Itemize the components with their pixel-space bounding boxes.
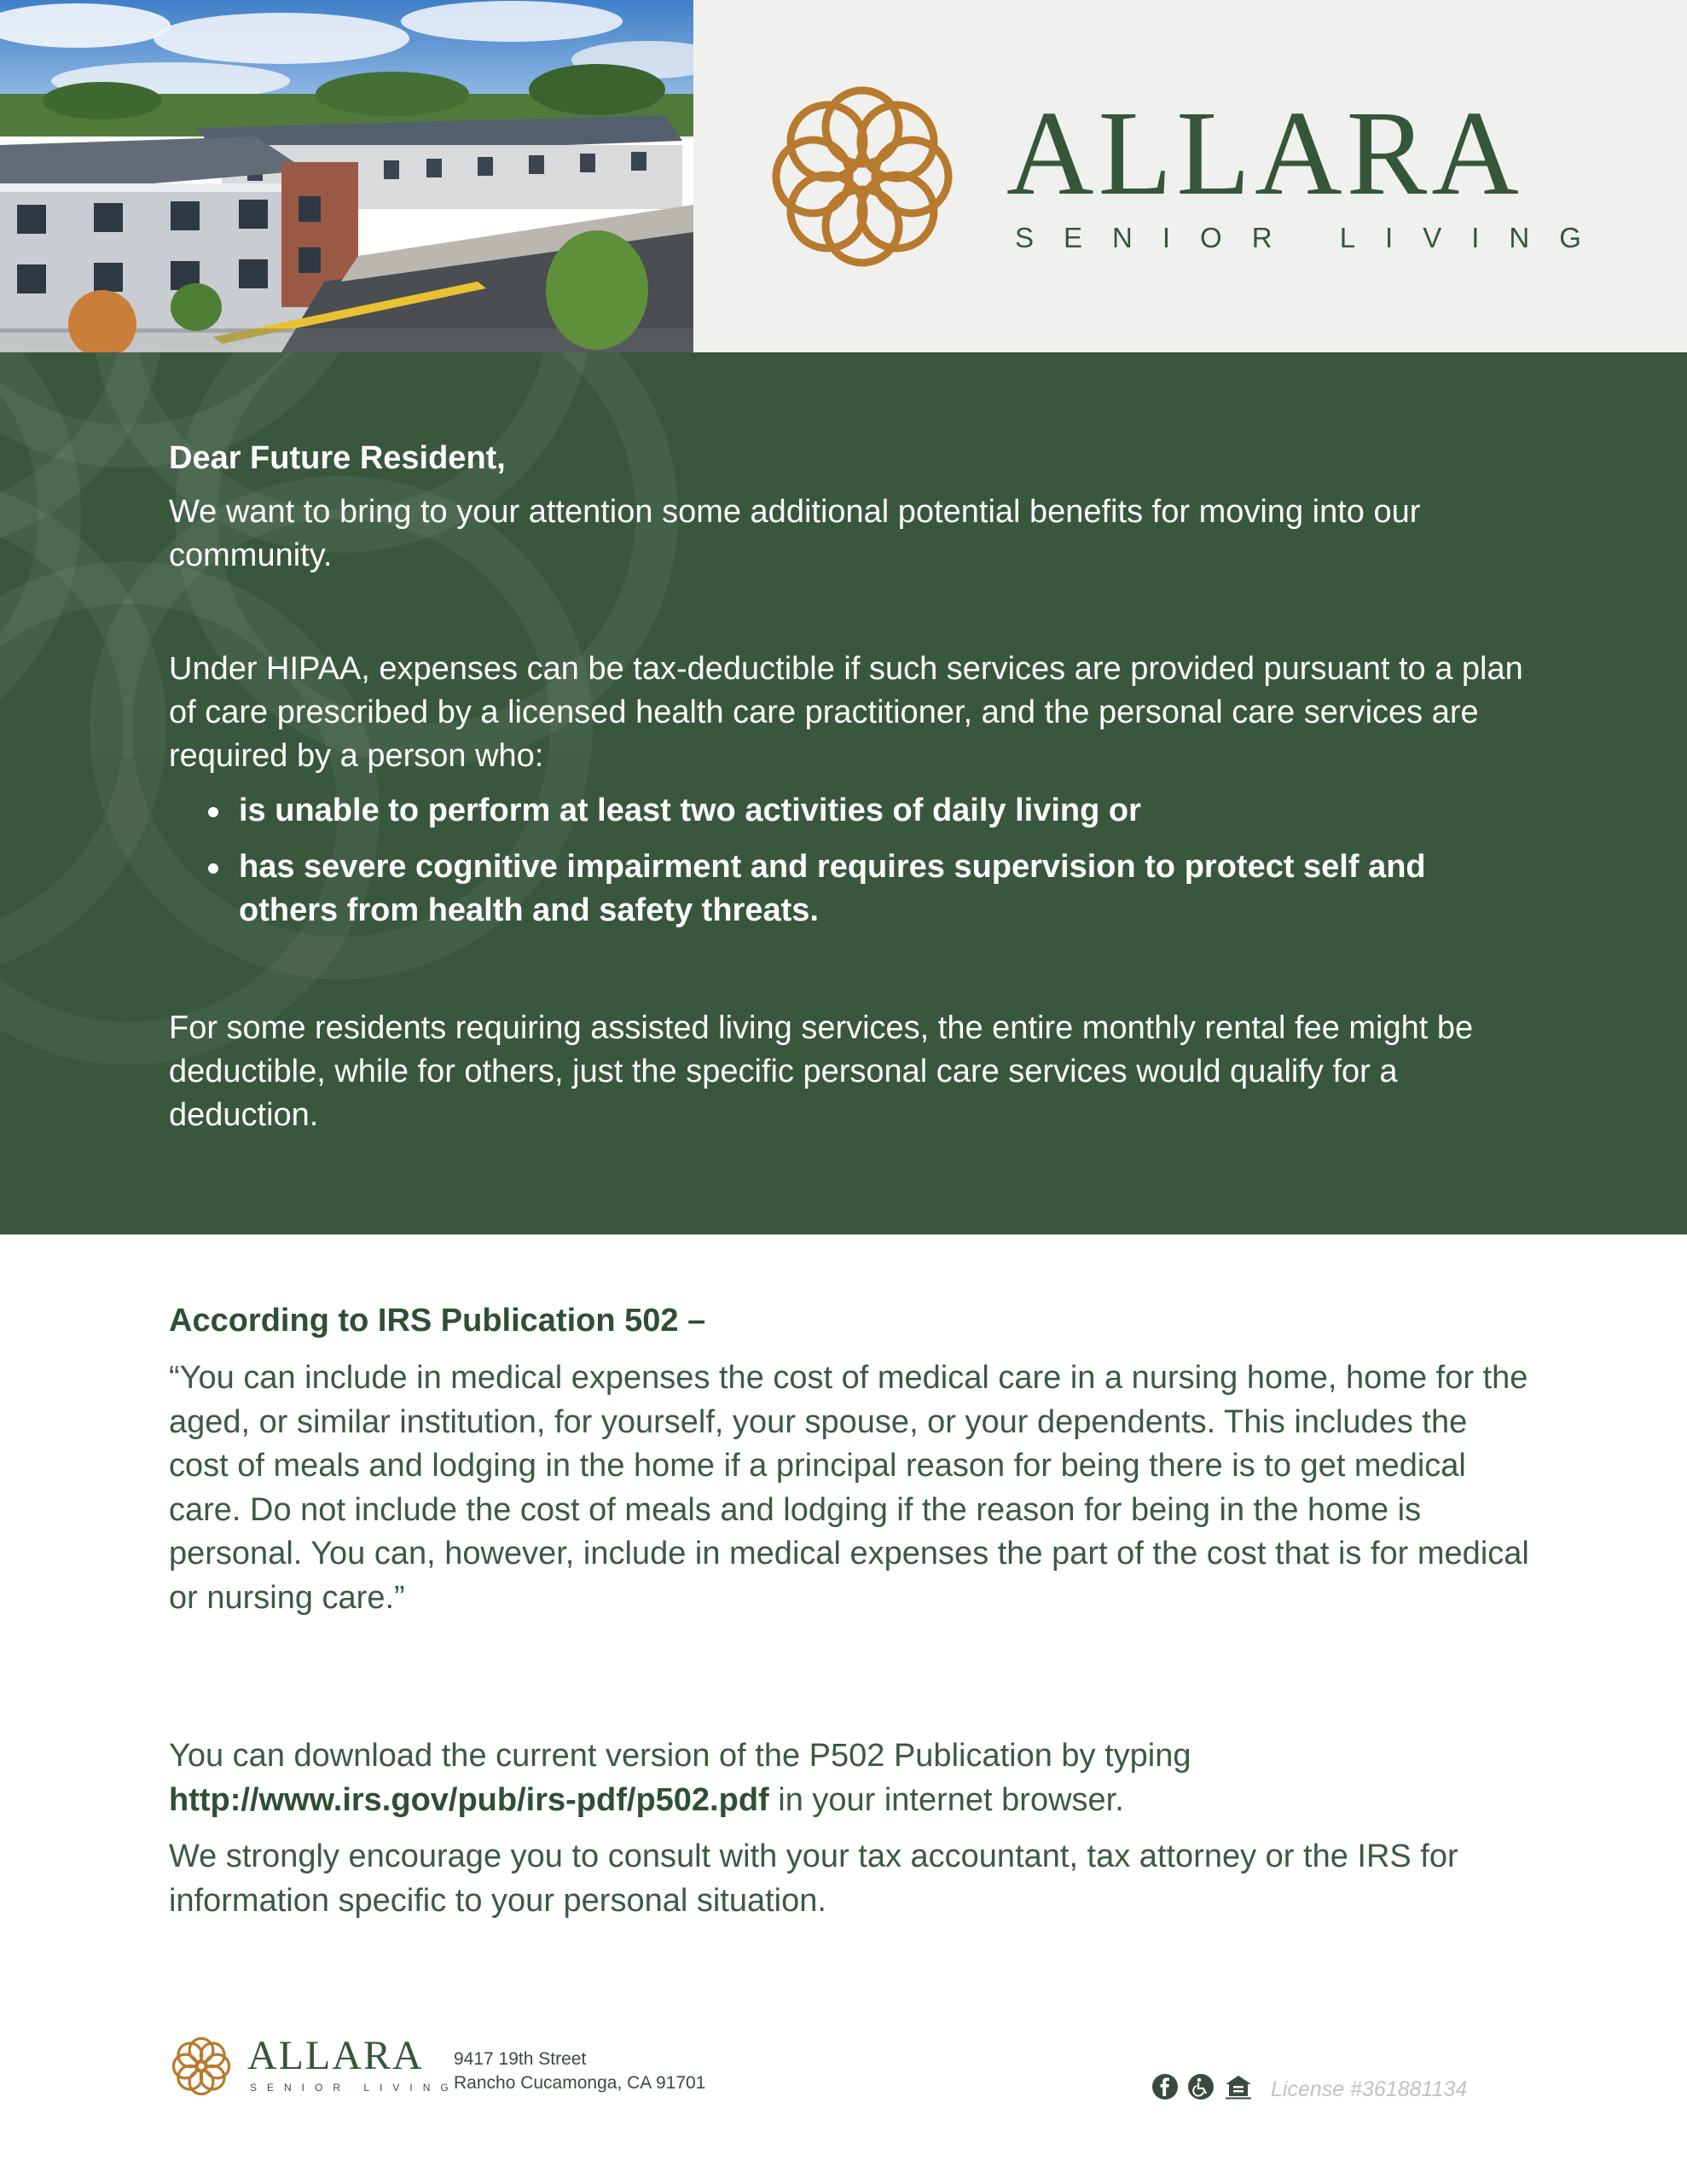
accessibility-icon: [1187, 2073, 1215, 2100]
license-number: License #361881134: [1271, 2077, 1468, 2101]
qualification-list: [169, 789, 1508, 945]
intro-paragraph: We want to bring to your attention some additional potential benefits for moving into our community.: [169, 494, 1421, 573]
address: [454, 2048, 705, 2095]
hipaa-paragraph: Under HIPAA, expenses can be tax-deductible if such services are provided pursuant to a plan of care prescribed by a licensed health care practitioner, and the personal care services are required by a person who:: [169, 651, 1523, 774]
irs-quote: “You can include in medical expenses the cost of medical care in a nursing home, home for the aged, or similar institution, for yourself, your spouse, or your dependents. This includes the cost of meals and lodging in the home if a principal reason for being there is to get medical care. Do not include the cost of meals and lodging if the reason for being in the home is personal. You can, however, include in medical expenses the part of the cost that is for medical or nursing care.”: [169, 1360, 1529, 1616]
irs-heading: According to IRS Publication 502 –: [169, 1303, 706, 1339]
download-text-end: in your internet browser.: [768, 1781, 1124, 1818]
address-line: Rancho Cucamonga, CA 91701: [454, 2073, 706, 2093]
list-item: has severe cognitive impairment and requires supervision to protect self and others from health and safety threats.: [169, 845, 1508, 932]
footer-brand-subtitle: SENIOR LIVING: [250, 2082, 459, 2094]
consult-paragraph: We strongly encourage you to consult with your tax accountant, tax attorney or the IRS for information specific to your personal situation.: [169, 1838, 1458, 1919]
address-line: 9417 19th Street: [454, 2049, 587, 2069]
brand-subtitle: SENIOR LIVING: [1015, 222, 1611, 253]
download-paragraph: [169, 1734, 1533, 1822]
download-text: You can download the current version of the P502 Publication by typing: [169, 1738, 1191, 1774]
community-photo: [0, 0, 693, 352]
irs-pdf-link[interactable]: http://www.irs.gov/pub/irs-pdf/p502.pdf: [169, 1781, 769, 1818]
list-item: is unable to perform at least two activities of daily living or: [169, 789, 1508, 833]
allara-flower-logo-icon: [759, 73, 965, 280]
rental-paragraph: For some residents requiring assisted living services, the entire monthly rental fee might be deductible, while for others, just the specific personal care services would qualify for a deduction.: [169, 1010, 1474, 1133]
equal-housing-icon: [1223, 2073, 1254, 2100]
footer-logo-icon: [168, 2033, 235, 2100]
footer-brand-name: ALLARA: [247, 2033, 424, 2078]
facebook-icon[interactable]: [1151, 2073, 1179, 2100]
brand-name: ALLARA: [1006, 85, 1523, 220]
greeting: Dear Future Resident,: [169, 440, 506, 476]
